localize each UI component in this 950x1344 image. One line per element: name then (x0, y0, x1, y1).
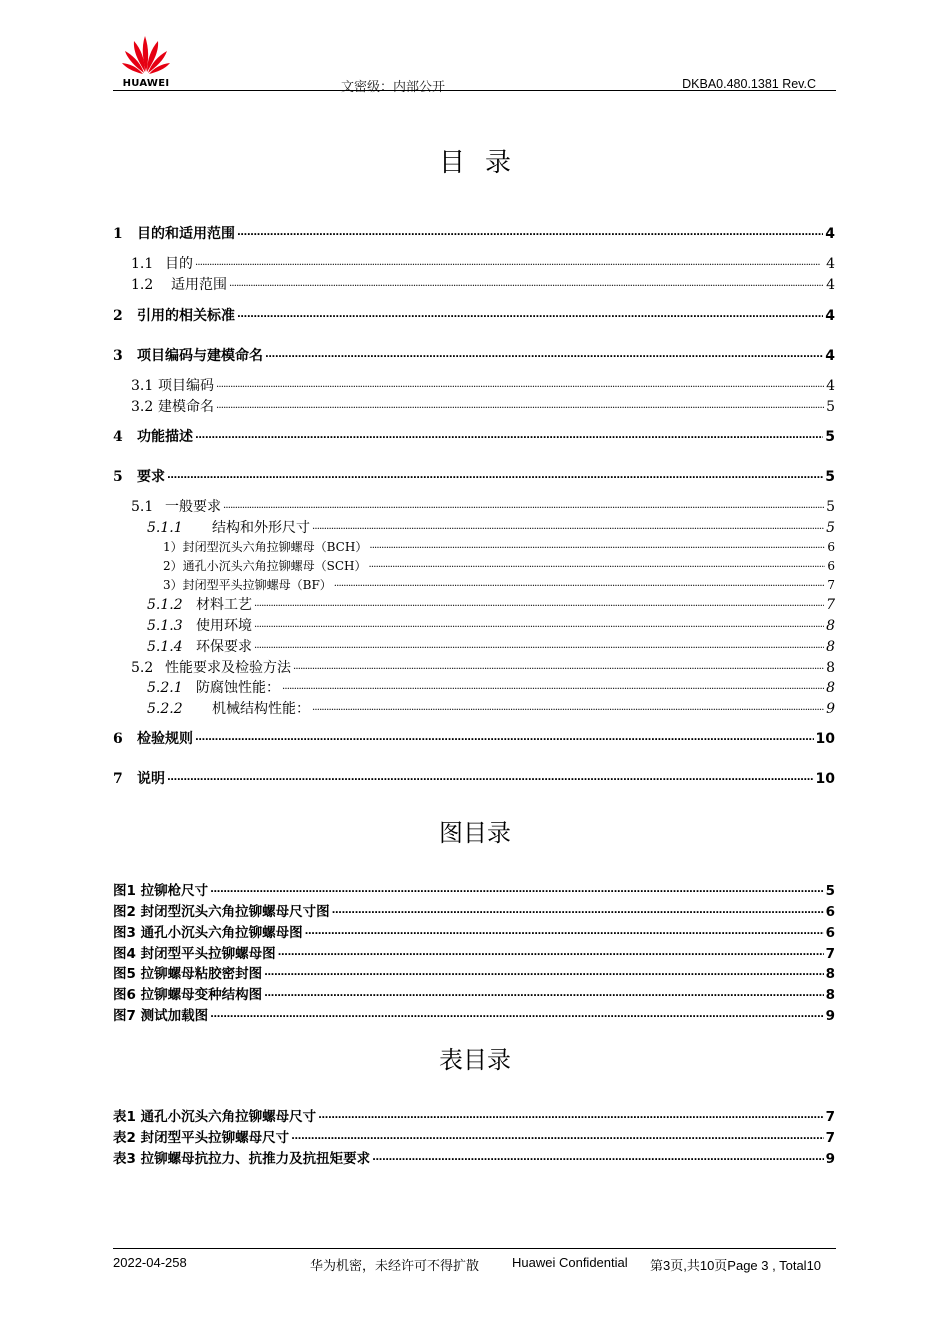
toc-entry[interactable] (147, 615, 835, 635)
toc-page: 5 (826, 520, 835, 536)
figure-page: 6 (825, 925, 835, 941)
toc-page: 7 (827, 578, 835, 592)
toc-page: 4 (825, 226, 835, 242)
figure-page: 5 (825, 883, 835, 899)
toc-label: 目的 (165, 256, 193, 272)
toc-page: 8 (826, 680, 835, 696)
figure-entry[interactable] (113, 942, 835, 962)
leader-dots (318, 1108, 823, 1122)
toc-number: 3.1 (131, 378, 154, 394)
toc-entry[interactable] (147, 677, 835, 697)
toc-label: 使用环境 (196, 618, 252, 634)
leader-dots (167, 467, 823, 481)
toc-label: 防腐蚀性能： (196, 680, 280, 696)
toc-label: 封闭型平头拉铆螺母（BF） (182, 578, 332, 592)
toc-label: 说明 (137, 771, 165, 787)
toc-label: 要求 (137, 469, 165, 485)
toc-number: 4 (113, 429, 123, 445)
toc-number: 3.2 (131, 399, 154, 415)
toc-number: 5.2.1 (147, 680, 183, 696)
table-entry[interactable] (113, 1126, 835, 1146)
toc-page: 9 (826, 701, 835, 717)
toc-label: 性能要求及检验方法 (165, 660, 291, 676)
toc-page: 6 (827, 559, 835, 573)
figure-number: 图3 (113, 925, 136, 941)
figure-entry[interactable] (113, 900, 835, 920)
figure-page: 8 (825, 987, 835, 1003)
leader-dots (312, 518, 824, 532)
leader-dots (210, 882, 823, 896)
toc-label: 功能描述 (137, 429, 193, 445)
figure-label: 封闭型沉头六角拉铆螺母尺寸图 (140, 904, 330, 920)
toc-page: 8 (826, 639, 835, 655)
toc-title: 目录 (438, 148, 531, 178)
toc-page: 4 (825, 308, 835, 324)
leader-dots (195, 729, 814, 743)
toc-page: 5 (826, 499, 835, 515)
toc-label: 建模命名 (158, 399, 214, 415)
toc-page: 6 (827, 540, 835, 554)
leader-dots (237, 224, 823, 238)
figure-entry[interactable] (113, 983, 835, 1003)
figure-label: 通孔小沉头六角拉铆螺母图 (140, 925, 303, 941)
toc-entry[interactable] (131, 253, 835, 273)
leader-dots (223, 497, 824, 511)
toc-number: 5.2 (131, 660, 154, 676)
toc-entry[interactable] (113, 466, 835, 486)
toc-entry[interactable] (113, 345, 835, 365)
toc-page: 4 (825, 348, 835, 364)
security-level: 文密级：内部公开 (341, 80, 446, 95)
leader-dots (282, 678, 824, 692)
leader-dots (293, 658, 824, 672)
leader-dots (254, 637, 824, 651)
toc-label: 一般要求 (165, 499, 221, 515)
toc-entry[interactable] (113, 223, 835, 243)
leader-dots (195, 427, 823, 441)
toc-number: 1） (163, 540, 183, 554)
toc-entry[interactable] (147, 517, 835, 537)
table-page: 7 (825, 1109, 835, 1125)
figure-number: 图7 (113, 1008, 136, 1024)
toc-page: 5 (825, 469, 835, 485)
toc-page: 5 (825, 429, 835, 445)
toc-number: 5.1.2 (147, 597, 183, 613)
leader-dots (264, 965, 823, 979)
leader-dots (312, 699, 824, 713)
toc-label: 机械结构性能： (212, 701, 310, 717)
table-page: 7 (825, 1130, 835, 1146)
figure-label: 拉铆枪尺寸 (140, 883, 209, 899)
toc-entry[interactable] (113, 426, 835, 446)
leader-dots (334, 577, 826, 589)
toc-label: 检验规则 (137, 731, 193, 747)
table-number: 表3 (113, 1151, 136, 1167)
toc-page: 5 (826, 399, 835, 415)
leader-dots (216, 397, 824, 411)
toc-number: 1.1 (131, 256, 154, 272)
toc-number: 1.2 (131, 277, 154, 293)
huawei-logo (113, 30, 179, 90)
toc-label: 目的和适用范围 (137, 226, 235, 242)
toc-label: 封闭型沉头六角拉铆螺母（BCH） (182, 540, 368, 554)
toc-label: 通孔小沉头六角拉铆螺母（SCH） (182, 559, 367, 573)
toc-label: 项目编码与建模命名 (137, 348, 263, 364)
figure-label: 封闭型平头拉铆螺母图 (140, 946, 276, 962)
footer-page-info: 第3页,共10页Page 3 , Total10 (650, 1258, 822, 1273)
footer-confidential-cn: 华为机密，未经许可不得扩散 (310, 1259, 480, 1274)
footer-date: 2022-04-258 (113, 1255, 187, 1270)
toc-label: 结构和外形尺寸 (212, 520, 310, 536)
toc-number: 5.1.1 (147, 520, 183, 536)
figure-label: 测试加载图 (140, 1008, 209, 1024)
figure-number: 图4 (113, 946, 136, 962)
toc-entry[interactable] (131, 496, 835, 516)
toc-entry[interactable] (147, 636, 835, 656)
toc-entry[interactable] (163, 576, 835, 593)
table-page: 9 (825, 1151, 835, 1167)
figures-title: 图目录 (439, 819, 511, 847)
leader-dots (332, 903, 824, 917)
table-label: 封闭型平头拉铆螺母尺寸 (140, 1130, 290, 1146)
toc-label: 引用的相关标准 (137, 308, 235, 324)
figure-number: 图1 (113, 883, 136, 899)
toc-number: 3 (113, 348, 123, 364)
figure-page: 6 (825, 904, 835, 920)
leader-dots (210, 1007, 823, 1021)
figure-page: 9 (825, 1008, 835, 1024)
toc-entry[interactable] (131, 657, 835, 677)
leader-dots (265, 346, 823, 360)
leader-dots (216, 376, 824, 390)
table-number: 表1 (113, 1109, 136, 1125)
toc-number: 6 (113, 731, 123, 747)
leader-dots (278, 945, 824, 959)
figure-page: 7 (825, 946, 835, 962)
toc-entry[interactable] (113, 768, 835, 788)
toc-page: 10 (815, 771, 835, 787)
tables-title: 表目录 (439, 1046, 511, 1074)
leader-dots (195, 254, 824, 268)
toc-label: 材料工艺 (196, 597, 252, 613)
leader-dots (264, 986, 823, 1000)
toc-page: 4 (826, 378, 835, 394)
figure-page: 8 (825, 966, 835, 982)
toc-number: 5.2.2 (147, 701, 183, 717)
figure-number: 图6 (113, 987, 136, 1003)
leader-dots (167, 769, 814, 783)
table-entry[interactable] (113, 1147, 835, 1167)
toc-label: 环保要求 (196, 639, 252, 655)
toc-entry[interactable] (147, 698, 835, 718)
leader-dots (229, 275, 824, 289)
toc-number: 5.1 (131, 499, 154, 515)
table-number: 表2 (113, 1130, 136, 1146)
figure-number: 图2 (113, 904, 136, 920)
leader-dots (254, 595, 824, 609)
leader-dots (369, 539, 825, 551)
toc-entry[interactable] (163, 538, 835, 555)
figure-entry[interactable] (113, 962, 835, 982)
toc-entry[interactable] (113, 728, 835, 748)
toc-number: 2） (163, 559, 183, 573)
toc-number: 5.1.3 (147, 618, 183, 634)
toc-entry[interactable] (131, 274, 835, 294)
toc-number: 2 (113, 308, 123, 324)
document-number: DKBA0.480.1381 Rev.C (682, 77, 816, 91)
toc-entry[interactable] (131, 396, 835, 416)
leader-dots (254, 616, 824, 630)
logo-text: HUAWEI (122, 78, 170, 89)
table-label: 拉铆螺母抗拉力、抗推力及抗扭矩要求 (140, 1151, 371, 1167)
toc-page: 8 (826, 660, 835, 676)
leader-dots (372, 1150, 823, 1164)
page-header (113, 30, 836, 95)
figure-number: 图5 (113, 966, 136, 982)
leader-dots (237, 306, 823, 320)
toc-page: 4 (826, 256, 835, 272)
toc-entry[interactable] (163, 557, 835, 574)
huawei-petals-icon (121, 32, 171, 76)
leader-dots (291, 1129, 823, 1143)
figure-entry[interactable] (113, 1004, 835, 1024)
toc-entry[interactable] (131, 375, 835, 395)
toc-number: 1 (113, 226, 123, 242)
toc-label: 项目编码 (158, 378, 214, 394)
toc-number: 5.1.4 (147, 639, 183, 655)
toc-number: 5 (113, 469, 123, 485)
toc-entry[interactable] (147, 594, 835, 614)
figure-entry[interactable] (113, 921, 835, 941)
table-label: 通孔小沉头六角拉铆螺母尺寸 (140, 1109, 317, 1125)
footer-confidential-en: Huawei Confidential (512, 1255, 628, 1270)
leader-dots (369, 558, 826, 570)
figure-label: 拉铆螺母粘胶密封图 (140, 966, 263, 982)
toc-page: 8 (826, 618, 835, 634)
toc-page: 4 (826, 277, 835, 293)
table-entry[interactable] (113, 1105, 835, 1125)
toc-entry[interactable] (113, 305, 835, 325)
toc-page: 10 (815, 731, 835, 747)
toc-number: 7 (113, 771, 123, 787)
toc-label: 适用范围 (171, 277, 227, 293)
header-rule (113, 90, 836, 91)
figure-entry[interactable] (113, 879, 835, 899)
footer-rule (113, 1248, 836, 1249)
toc-page: 7 (826, 597, 835, 613)
toc-number: 3） (163, 578, 183, 592)
leader-dots (305, 924, 824, 938)
figure-label: 拉铆螺母变种结构图 (140, 987, 263, 1003)
